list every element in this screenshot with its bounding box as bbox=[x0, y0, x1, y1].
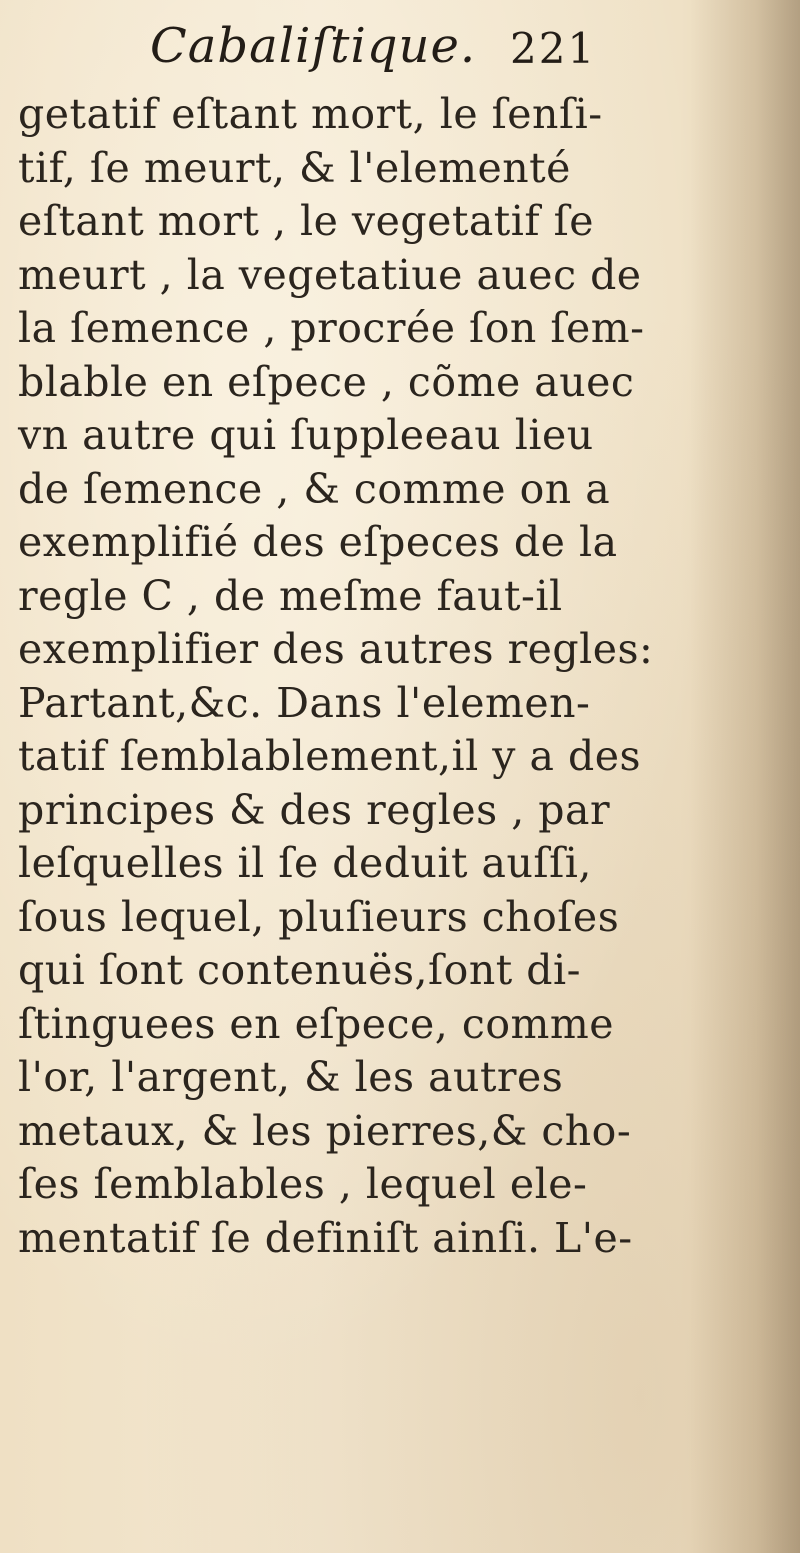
text-line: l'or, l'argent, & les autres bbox=[18, 1053, 564, 1101]
text-line: Partant,&c. Dans l'elemen- bbox=[18, 678, 591, 727]
text-line: vn autre qui ſuppleeau lieu bbox=[18, 411, 594, 459]
text-line: eſtant mort , le vegetatif ſe bbox=[18, 197, 595, 245]
text-line: getatif eſtant mort, le ſenſi- bbox=[18, 90, 603, 138]
text-line: mentatif ſe definiſt ainſi. L'e- bbox=[18, 1213, 633, 1262]
text-line: ſtinguees en eſpece, comme bbox=[18, 999, 615, 1048]
text-line: metaux, & les pierres,& cho- bbox=[18, 1106, 632, 1155]
text-line: tatif ſemblablement,il y a des bbox=[18, 732, 641, 780]
running-title: Cabaliſtique. bbox=[150, 18, 477, 74]
text-line: qui ſont contenuës,ſont di- bbox=[18, 946, 581, 994]
text-line: ſous lequel, pluſieurs choſes bbox=[18, 892, 620, 941]
text-line: regle C , de meſme faut-il bbox=[18, 571, 563, 620]
text-line: principes & des regles , par bbox=[18, 785, 611, 834]
page-gutter-shadow bbox=[690, 0, 800, 1553]
text-line: exemplifié des eſpeces de la bbox=[18, 518, 618, 566]
text-line: blable en eſpece , cõme auec bbox=[18, 357, 635, 406]
page-number: 221 bbox=[510, 24, 597, 73]
text-line: leſquelles il ſe deduit auſſi, bbox=[18, 839, 592, 887]
text-line: tif, ſe meurt, & l'elementé bbox=[18, 143, 571, 192]
text-line: ſes ſemblables , lequel ele- bbox=[18, 1160, 588, 1208]
text-line: meurt , la vegetatiue auec de bbox=[18, 250, 642, 299]
text-line: la ſemence , procrée ſon ſem- bbox=[18, 304, 645, 352]
page-header bbox=[150, 18, 650, 88]
text-line: de ſemence , & comme on a bbox=[18, 464, 611, 513]
text-line: exemplifier des autres regles: bbox=[18, 625, 654, 673]
body-text bbox=[18, 88, 658, 1265]
